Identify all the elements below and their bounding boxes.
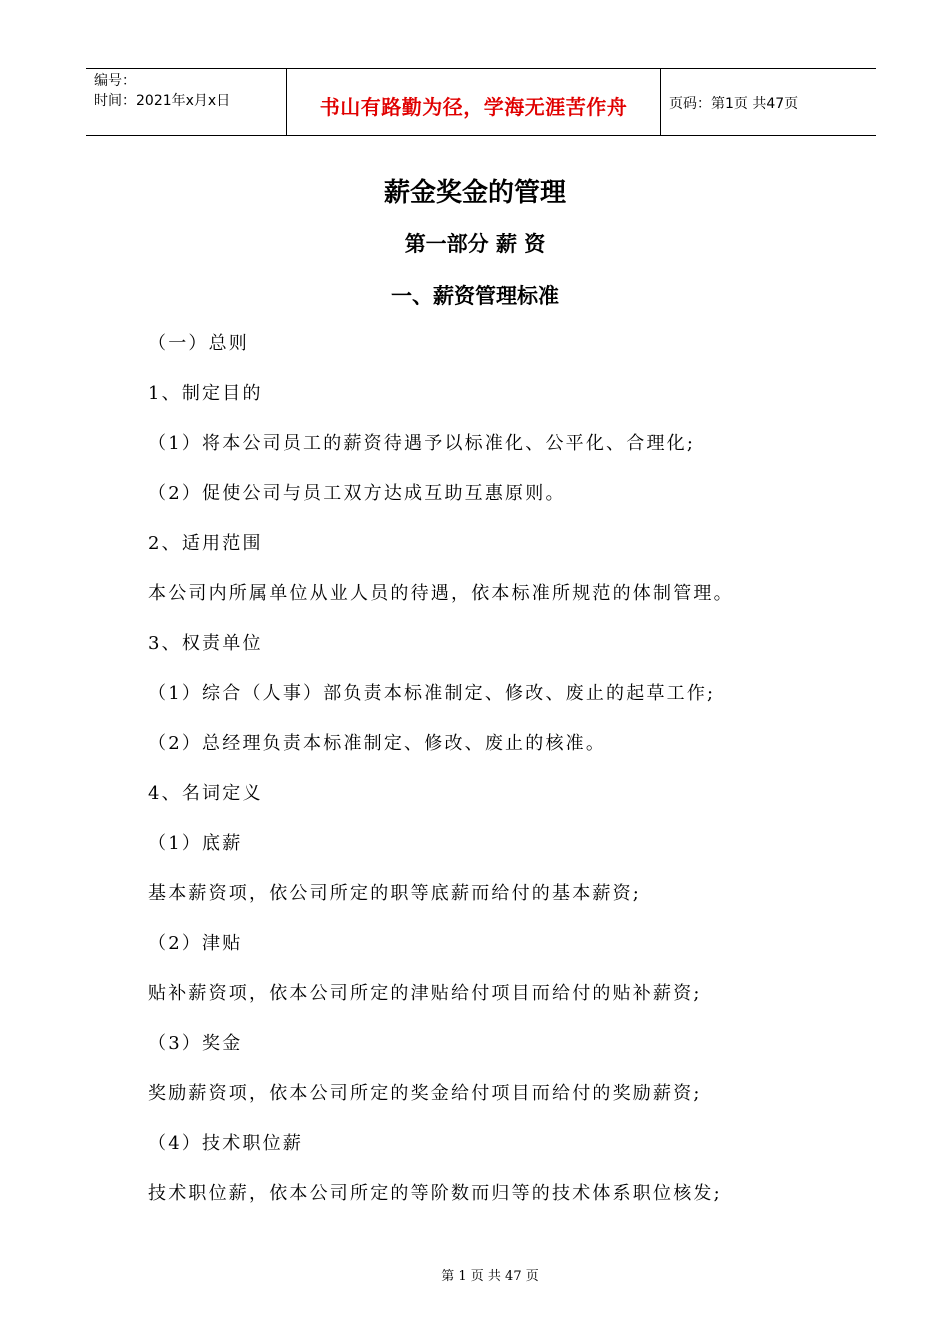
body-line: 技术职位薪，依本公司所定的等阶数而归等的技术体系职位核发; <box>148 1183 722 1204</box>
body-line: （1）综合（人事）部负责本标准制定、修改、废止的起草工作; <box>148 683 716 704</box>
body-line: （1）将本公司员工的薪资待遇予以标准化、公平化、合理化; <box>148 433 696 454</box>
section-title: 一、薪资管理标准 <box>391 284 559 308</box>
header-motto: 书山有路勤为径，学海无涯苦作舟 <box>319 94 628 119</box>
time-label: 时间：2021年x月x日 <box>94 93 231 109</box>
header-page-label: 页码：第1页 共47页 <box>669 96 799 112</box>
body-line: 2、适用范围 <box>148 533 263 554</box>
serial-label: 编号： <box>94 73 136 89</box>
header-motto-cell <box>287 69 661 135</box>
body-line: （2）促使公司与员工双方达成互助互惠原则。 <box>148 483 566 504</box>
page-footer: 第 1 页 共 47 页 <box>441 1269 539 1284</box>
body-line: 贴补薪资项，依本公司所定的津贴给付项目而给付的贴补薪资; <box>148 983 702 1004</box>
body-line: （4）技术职位薪 <box>148 1133 304 1154</box>
body-line: 3、权责单位 <box>148 633 263 654</box>
body-line: 奖励薪资项，依本公司所定的奖金给付项目而给付的奖励薪资; <box>148 1083 702 1104</box>
body-line: 1、制定目的 <box>148 383 263 404</box>
body-line: 4、名词定义 <box>148 783 263 804</box>
header-table <box>86 68 876 136</box>
body-line: （3）奖金 <box>148 1033 243 1054</box>
body-line: （1）底薪 <box>148 833 243 854</box>
document-title: 薪金奖金的管理 <box>383 178 566 208</box>
header-info-cell <box>86 69 287 135</box>
part-title: 第一部分 薪 资 <box>404 232 546 256</box>
body-line: 基本薪资项，依公司所定的职等底薪而给付的基本薪资; <box>148 883 642 904</box>
body-line: 本公司内所属单位从业人员的待遇，依本标准所规范的体制管理。 <box>148 583 734 604</box>
body-line: （2）津贴 <box>148 933 243 954</box>
body-line: （2）总经理负责本标准制定、修改、废止的核准。 <box>148 733 607 754</box>
header-page-cell <box>661 69 876 135</box>
body-line: （一）总则 <box>148 333 249 354</box>
